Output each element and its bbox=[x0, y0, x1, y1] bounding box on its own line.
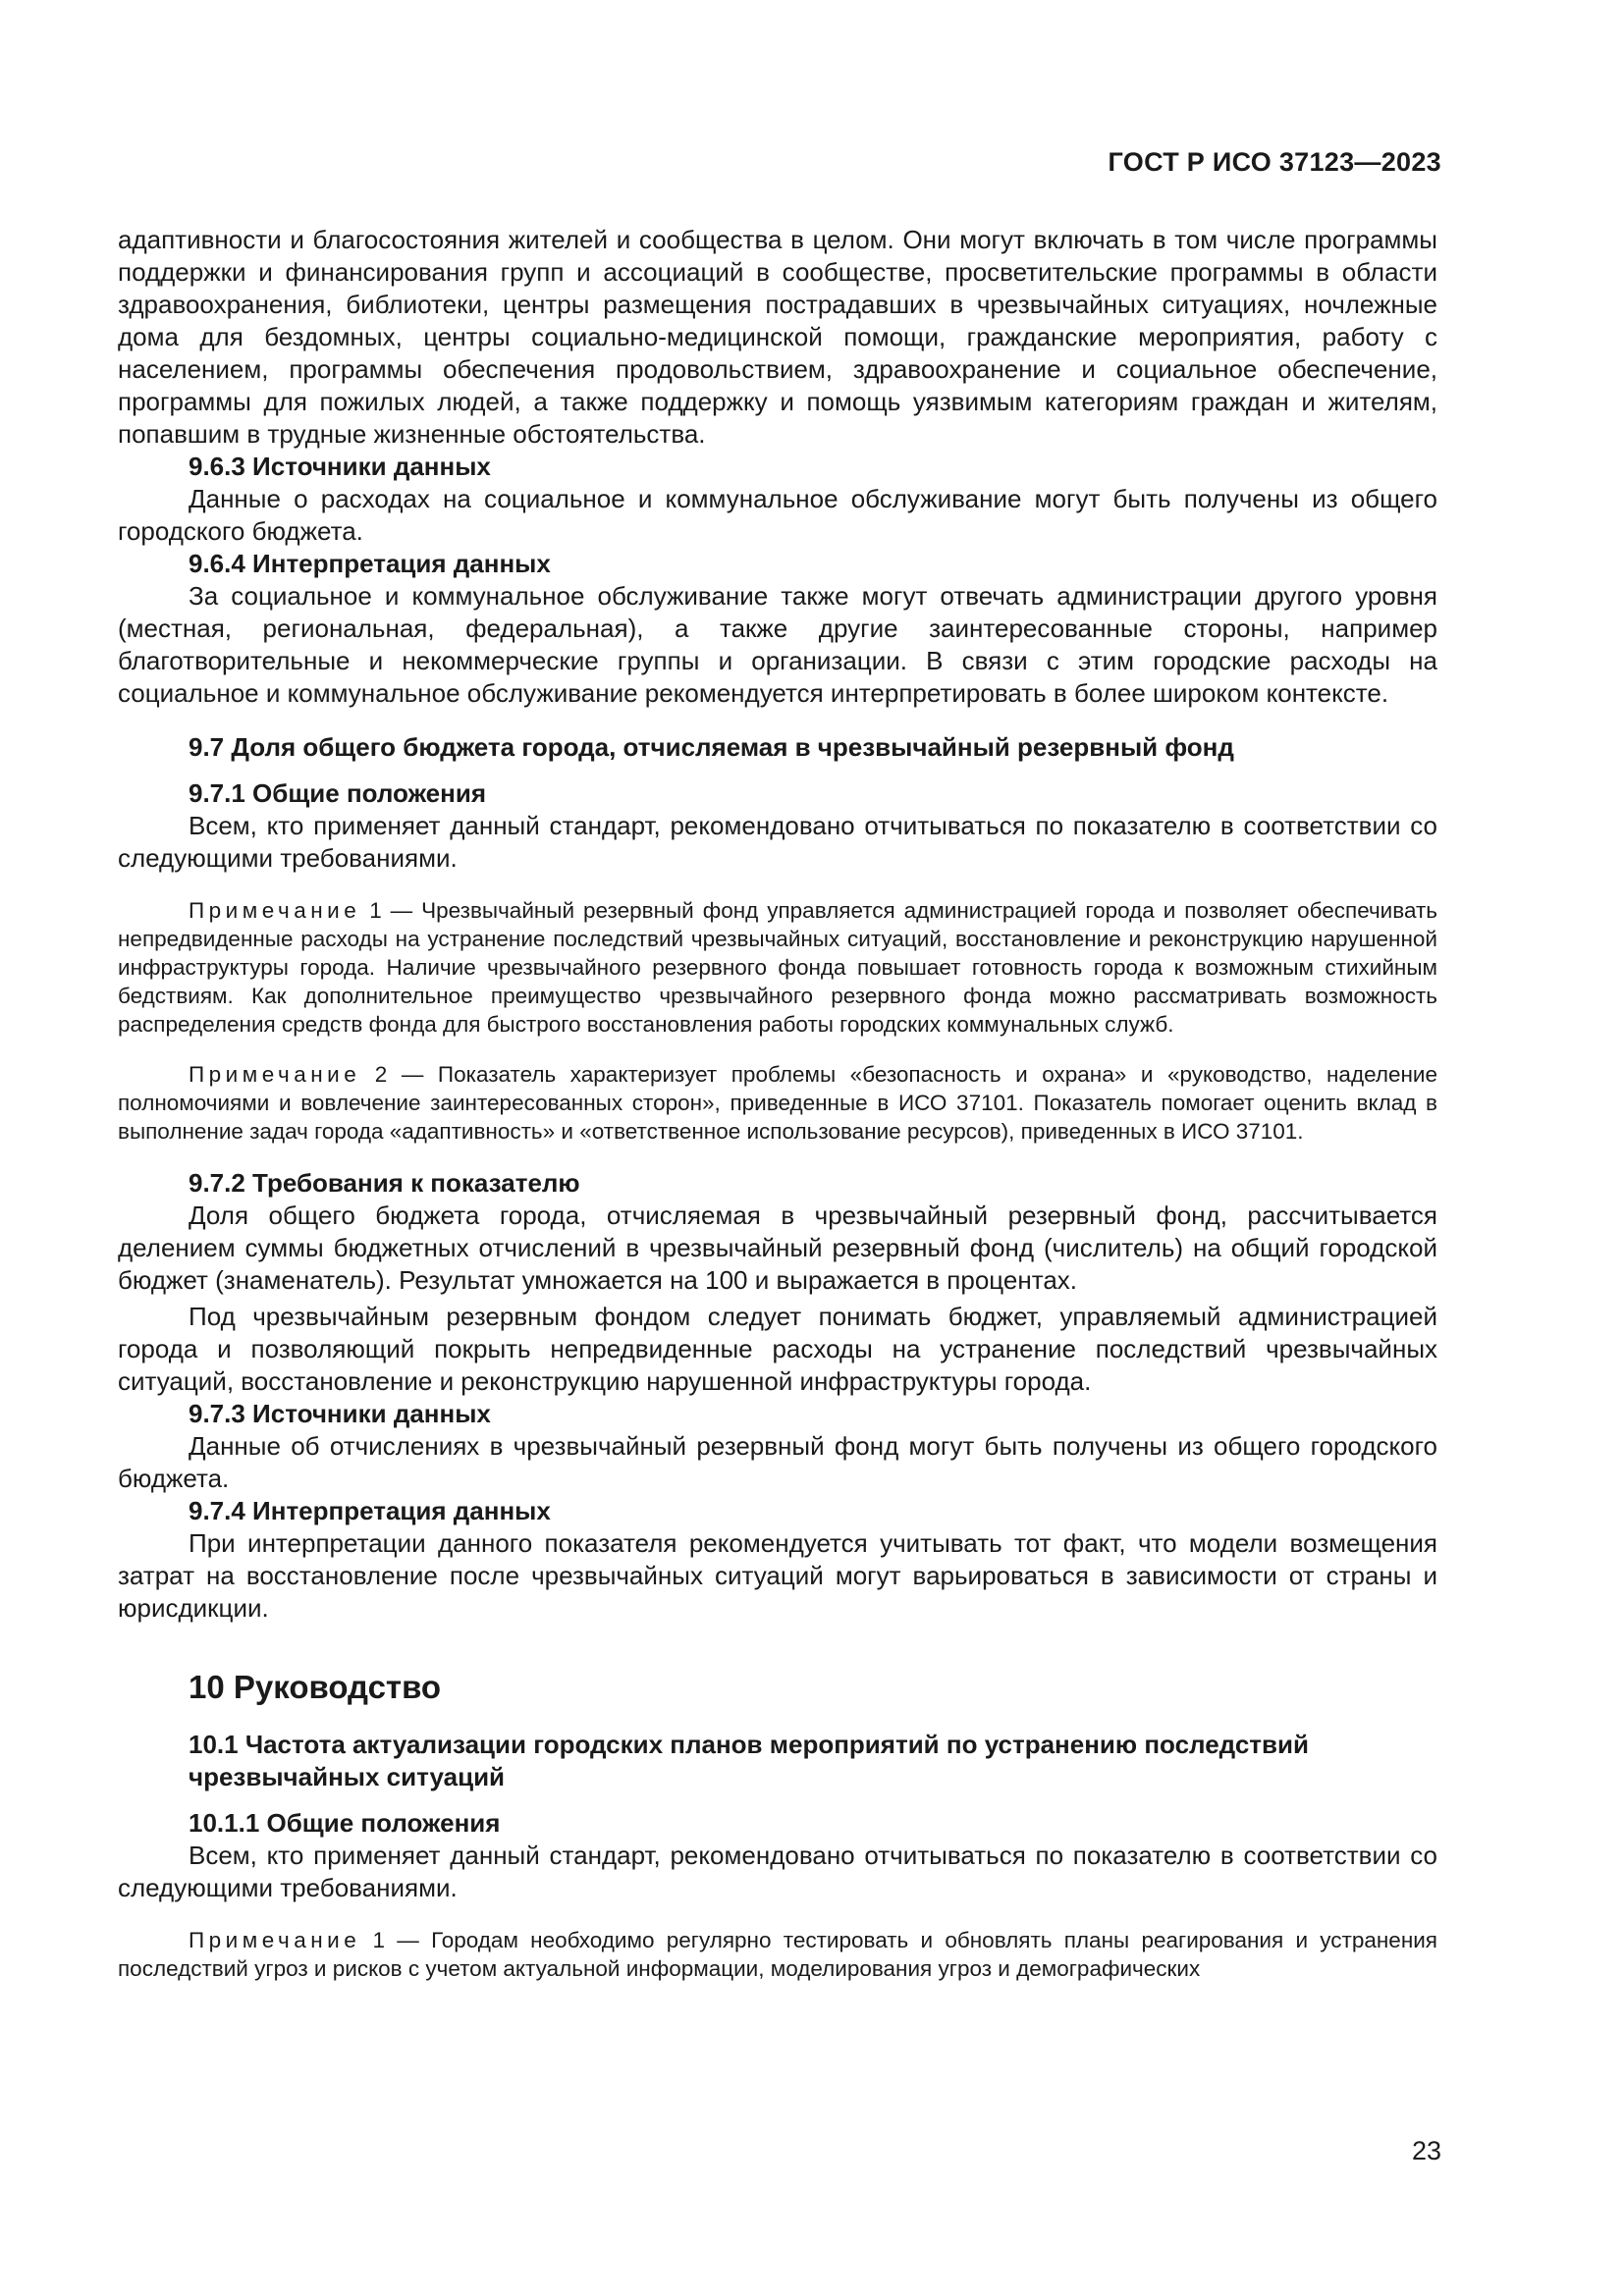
note-text: 1 — Чрезвычайный резервный фонд управляется администрацией города и позволяет обеспечивать непредвиденные расходы на устранение последствий чрезвычайных ситуаций, восстановление и реконструкцию нарушенной инфраструктуры города. Наличие чрезвычайного резервного фонда повышает готовность города к возможным стихийным бедствиям. Как дополнительное преимущество чрезвычайного резервного фонда можно рассматривать возможность распределения средств фонда для быстрого восстановления работы городских коммунальных служб. bbox=[118, 898, 1437, 1037]
paragraph-9-7-2-a: Доля общего бюджета города, отчисляемая в чрезвычайный резервный фонд, рассчитывается делением суммы бюджетных отчислений в чрезвычайный резервный фонд (числитель) на общий городской бюджет (знаменатель). Результат умножается на 100 и выражается в процентах. bbox=[118, 1201, 1437, 1295]
heading-10: 10 Руководство bbox=[189, 1669, 442, 1705]
paragraph-9-7-1: Всем, кто применяет данный стандарт, рекомендовано отчитываться по показателю в соответствии со следующими требованиями. bbox=[118, 811, 1437, 873]
heading-9-7-3: 9.7.3 Источники данных bbox=[189, 1399, 491, 1428]
heading-10-1-1: 10.1.1 Общие положения bbox=[189, 1808, 501, 1838]
note-text: 1 — Городам необходимо регулярно тестировать и обновлять планы реагирования и устранения последствий угроз и рисков с учетом актуальной информации, моделирования угроз и демографических bbox=[118, 1928, 1437, 1981]
heading-9-7-4: 9.7.4 Интерпретация данных bbox=[189, 1496, 551, 1525]
note-label: Примечание bbox=[189, 1928, 361, 1952]
heading-9-7: 9.7 Доля общего бюджета города, отчисляемая в чрезвычайный резервный фонд bbox=[189, 732, 1234, 762]
heading-9-6-4: 9.6.4 Интерпретация данных bbox=[189, 549, 551, 578]
heading-9-6-3: 9.6.3 Источники данных bbox=[189, 452, 491, 481]
heading-10-1: 10.1 Частота актуализации городских планов мероприятий по устранению последствий чрезвычайных ситуаций bbox=[189, 1730, 1309, 1791]
paragraph-9-6-4: За социальное и коммунальное обслуживание также могут отвечать администрации другого уровня (местная, региональная, федеральная), а также другие заинтересованные стороны, например благотворительные и некоммерческие группы и организации. В связи с этим городские расходы на социальное и коммунальное обслуживание рекомендуется интерпретировать в более широком контексте. bbox=[118, 581, 1437, 708]
note-2 bbox=[118, 1060, 1437, 1146]
paragraph-10-1-1: Всем, кто применяет данный стандарт, рекомендовано отчитываться по показателю в соответствии со следующими требованиями. bbox=[118, 1841, 1437, 1902]
paragraph-intro: адаптивности и благосостояния жителей и сообщества в целом. Они могут включать в том числе программы поддержки и финансирования групп и ассоциаций в сообществе, просветительские программы в области здравоохранения, библиотеки, центры размещения пострадавших в чрезвычайных ситуациях, ночлежные дома для бездомных, центры социально-медицинской помощи, гражданские мероприятия, работу с населением, программы обеспечения продовольствием, здравоохранение и социальное обеспечение, программы для пожилых людей, а также поддержку и помощь уязвимым категориям граждан и жителям, попавшим в трудные жизненные обстоятельства. bbox=[118, 225, 1437, 449]
note-3 bbox=[118, 1926, 1437, 1983]
heading-9-7-1: 9.7.1 Общие положения bbox=[189, 778, 486, 808]
paragraph-9-7-2-b: Под чрезвычайным резервным фондом следует понимать бюджет, управляемый администрацией города и позволяющий покрыть непредвиденные расходы на устранение последствий чрезвычайных ситуаций, восстановление и реконструкцию нарушенной инфраструктуры города. bbox=[118, 1302, 1437, 1396]
note-text: 2 — Показатель характеризует проблемы «безопасность и охрана» и «руководство, наделение полномочиями и вовлечение заинтересованных сторон», приведенные в ИСО 37101. Показатель помогает оценить вклад в выполнение задач города «адаптивность» и «ответственное использование ресурсов), приведенных в ИСО 37101. bbox=[118, 1062, 1437, 1144]
note-1 bbox=[118, 896, 1437, 1039]
note-label: Примечание bbox=[189, 1062, 361, 1087]
note-label: Примечание bbox=[189, 898, 361, 923]
page-number: 23 bbox=[1411, 2136, 1441, 2165]
paragraph-9-7-4: При интерпретации данного показателя рекомендуется учитывать тот факт, что модели возмещения затрат на восстановление после чрезвычайных ситуаций могут варьироваться в зависимости от страны и юрисдикции. bbox=[118, 1528, 1437, 1623]
document-code: ГОСТ Р ИСО 37123—2023 bbox=[1108, 147, 1441, 177]
paragraph-9-6-3: Данные о расходах на социальное и коммунальное обслуживание могут быть получены из общего городского бюджета. bbox=[118, 484, 1437, 546]
heading-9-7-2: 9.7.2 Требования к показателю bbox=[189, 1168, 580, 1198]
page-content bbox=[118, 224, 1437, 1983]
paragraph-9-7-3: Данные об отчислениях в чрезвычайный резервный фонд могут быть получены из общего городского бюджета. bbox=[118, 1431, 1437, 1493]
